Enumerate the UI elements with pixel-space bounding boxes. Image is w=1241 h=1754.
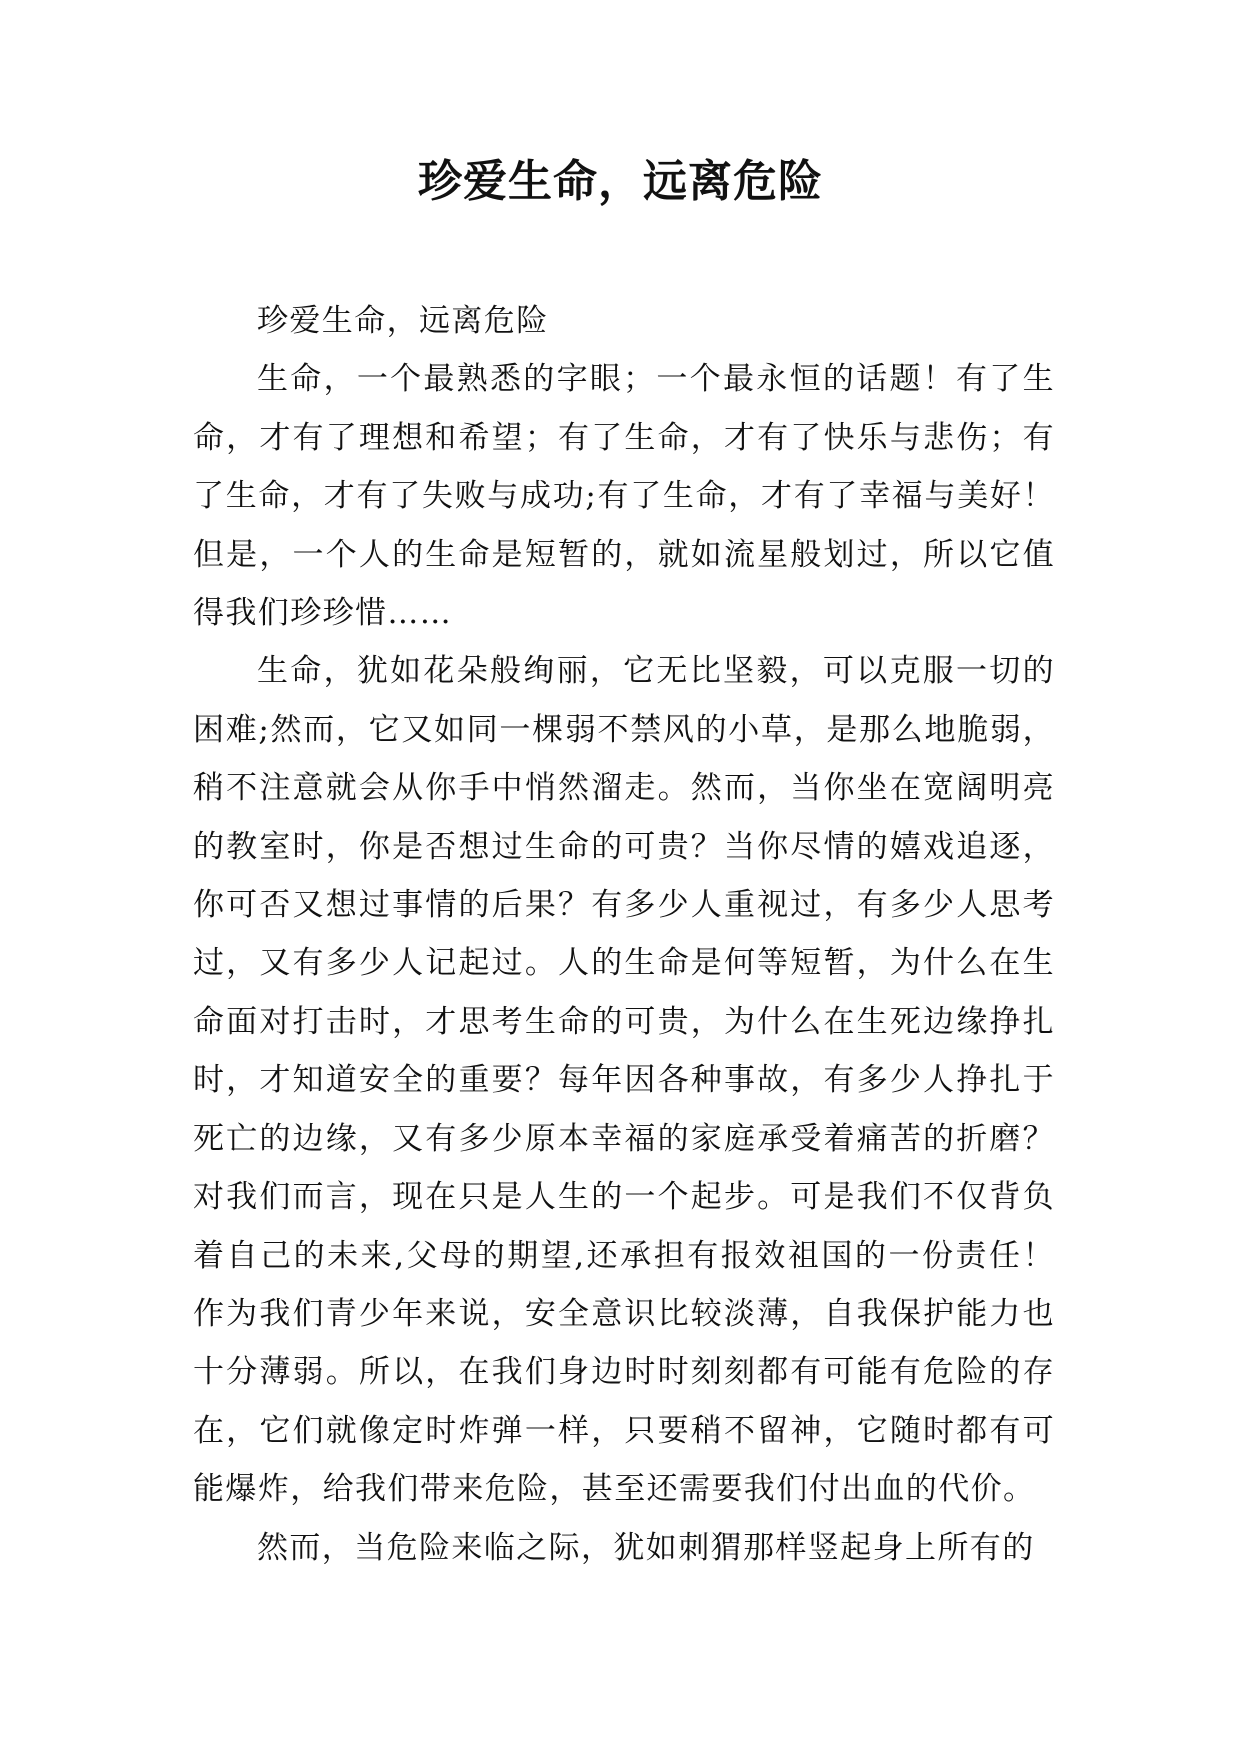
- document-body: [193, 292, 1055, 1577]
- document-title: 珍爱生命，远离危险: [418, 156, 823, 207]
- paragraph-subtitle: 珍爱生命，远离危险: [257, 303, 549, 339]
- paragraph: 生命，一个最熟悉的字眼；一个最永恒的话题！有了生命，才有了理想和希望；有了生命，才有了快乐与悲伤；有了生命，才有了失败与成功;有了生命，才有了幸福与美好！但是，一个人的生命是短暂的，就如流星般划过，所以它值得我们珍珍惜……: [193, 361, 1055, 632]
- paragraph: 生命，犹如花朵般绚丽，它无比坚毅，可以克服一切的困难;然而，它又如同一棵弱不禁风的小草，是那么地脆弱，稍不注意就会从你手中悄然溜走。然而，当你坐在宽阔明亮的教室时，你是否想过生命的可贵？当你尽情的嬉戏追逐，你可否又想过事情的后果？有多少人重视过，有多少人思考过，又有多少人记起过。人的生命是何等短暂，为什么在生命面对打击时，才思考生命的可贵，为什么在生死边缘挣扎时，才知道安全的重要？每年因各种事故，有多少人挣扎于死亡的边缘，又有多少原本幸福的家庭承受着痛苦的折磨？对我们而言，现在只是人生的一个起步。可是我们不仅背负着自己的未来,父母的期望,还承担有报效祖国的一份责任！作为我们青少年来说，安全意识比较淡薄，自我保护能力也十分薄弱。所以，在我们身边时时刻刻都有可能有危险的存在，它们就像定时炸弹一样，只要稍不留神，它随时都有可能爆炸，给我们带来危险，甚至还需要我们付出血的代价。: [193, 653, 1055, 1508]
- paragraph: 然而，当危险来临之际，犹如刺猬那样竖起身上所有的: [257, 1529, 1035, 1566]
